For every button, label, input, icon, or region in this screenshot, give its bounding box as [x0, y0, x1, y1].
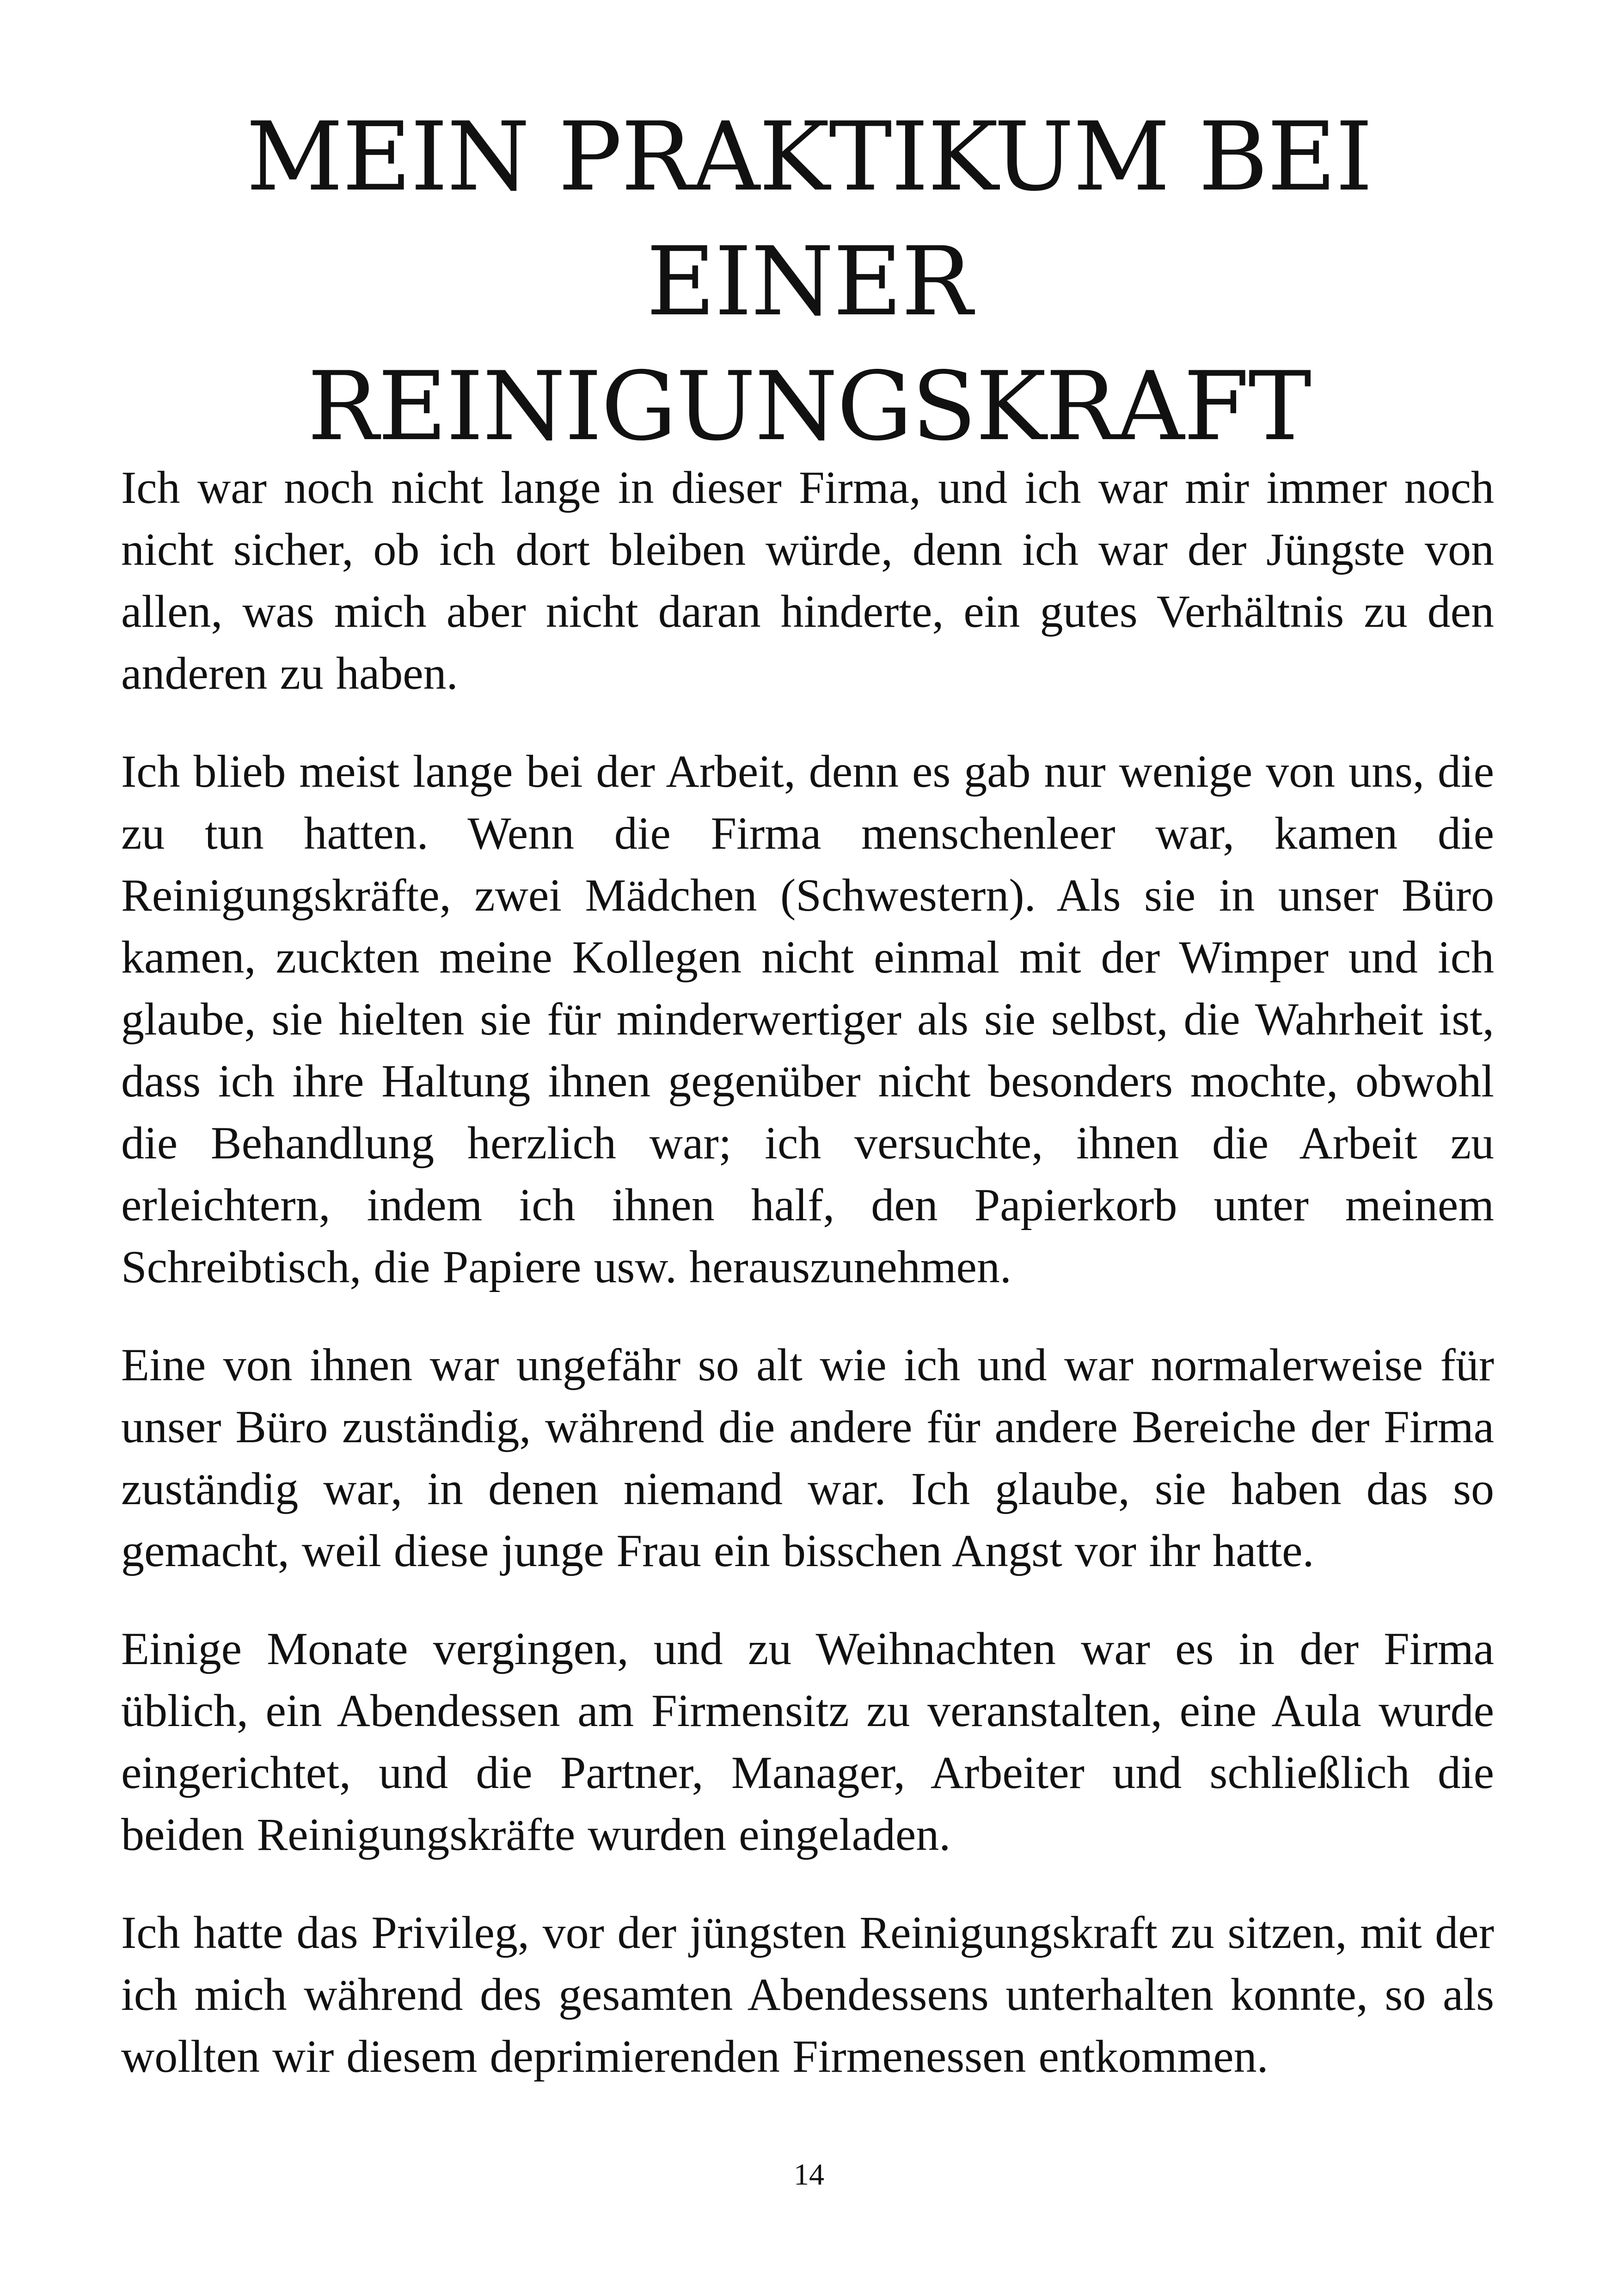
page-title [92, 95, 1526, 469]
title-line-1: MEIN PRAKTIKUM BEI EINER [246, 102, 1372, 337]
paragraph-3: Eine von ihnen war ungefähr so alt wie ich und war normalerweise für unser Büro zuständig, während die andere für andere Bereiche der Firma zuständig war, in denen niemand war. Ich glaube, sie haben das so gemacht, weil diese junge Frau ein bisschen Angst vor ihr hatte. [121, 1339, 1494, 1576]
title-line-2: REINIGUNGSKRAFT [307, 352, 1311, 462]
page-number: 14 [794, 2158, 824, 2192]
body-text [121, 457, 1494, 2124]
paragraph-4: Einige Monate vergingen, und zu Weihnachten war es in der Firma üblich, ein Abendessen am Firmensitz zu veranstalten, eine Aula wurde eingerichtet, und die Partner, Manager, Arbeiter und schließlich die beiden Reinigungskräfte wurden eingeladen. [121, 1623, 1494, 1860]
paragraph-1: Ich war noch nicht lange in dieser Firma, und ich war mir immer noch nicht sicher, ob ich dort bleiben würde, denn ich war der Jüngste von allen, was mich aber nicht daran hinderte, ein gutes Verhältnis zu den anderen zu haben. [121, 462, 1494, 699]
paragraph-5: Ich hatte das Privileg, vor der jüngsten Reinigungskraft zu sitzen, mit der ich mich während des gesamten Abendessens unterhalten konnte, so als wollten wir diesem deprimierenden Firmenessen entkommen. [121, 1907, 1494, 2082]
paragraph-2: Ich blieb meist lange bei der Arbeit, denn es gab nur wenige von uns, die zu tun hatten. Wenn die Firma menschenleer war, kamen die Reinigungskräfte, zwei Mädchen (Schwestern). Als sie in unser Büro kamen, zuckten meine Kollegen nicht einmal mit der Wimper und ich glaube, sie hielten sie für minderwertiger als sie selbst, die Wahrheit ist, dass ich ihre Haltung ihnen gegenüber nicht besonders mochte, obwohl die Behandlung herzlich war; ich versuchte, ihnen die Arbeit zu erleichtern, indem ich ihnen half, den Papierkorb unter meinem Schreibtisch, die Papiere usw. herauszunehmen. [121, 746, 1494, 1292]
